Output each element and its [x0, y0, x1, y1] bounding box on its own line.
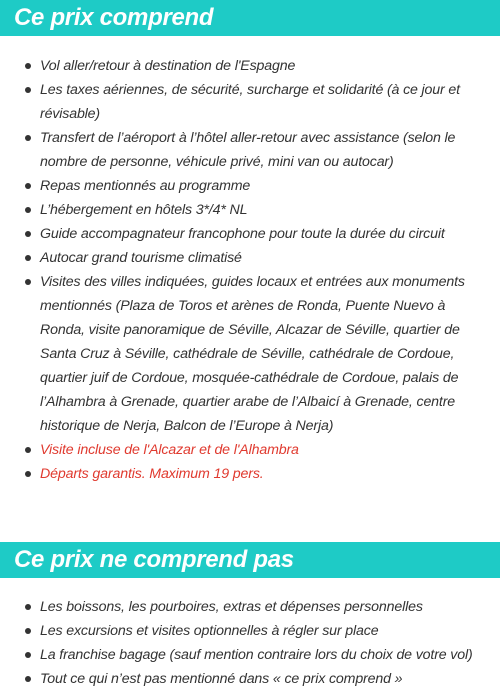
excludes-section: [0, 542, 500, 691]
excludes-title: Ce prix ne comprend pas: [0, 542, 500, 578]
list-item: Repas mentionnés au programme: [0, 174, 500, 198]
list-item: Les boissons, les pourboires, extras et dépenses personnelles: [0, 595, 500, 619]
list-item: La franchise bagage (sauf mention contraire lors du choix de votre vol): [0, 643, 500, 667]
excludes-list: [0, 578, 500, 691]
list-item: Vol aller/retour à destination de l'Espagne: [0, 54, 500, 78]
list-item: Visites des villes indiquées, guides locaux et entrées aux monuments mentionnés (Plaza de Toros et arènes de Ronda, Puente Nuevo à Ronda, visite panoramique de Séville, Alcazar de Séville, quartier de Santa Cruz à Séville, cathédrale de Séville, cathédrale de Cordoue, quartier juif de Cordoue, mosquée-cathédrale de Cordoue, palais de l’Alhambra à Grenade, quartier arabe de l’Albaicí à Grenade, centre historique de Nerja, Balcon de l’Europe à Nerja): [0, 270, 500, 438]
list-item: Les taxes aériennes, de sécurité, surcharge et solidarité (à ce jour et révisable): [0, 78, 500, 126]
list-item: Autocar grand tourisme climatisé: [0, 246, 500, 270]
includes-title: Ce prix comprend: [0, 0, 500, 36]
includes-list: [0, 36, 500, 486]
list-item: Tout ce qui n’est pas mentionné dans « ce prix comprend »: [0, 667, 500, 691]
highlight-item: Départs garantis. Maximum 19 pers.: [0, 462, 500, 486]
list-item: Guide accompagnateur francophone pour toute la durée du circuit: [0, 222, 500, 246]
highlight-item: Visite incluse de l'Alcazar et de l'Alhambra: [0, 438, 500, 462]
list-item: L’hébergement en hôtels 3*/4* NL: [0, 198, 500, 222]
list-item: Les excursions et visites optionnelles à régler sur place: [0, 619, 500, 643]
list-item: Transfert de l’aéroport à l’hôtel aller-retour avec assistance (selon le nombre de personne, véhicule privé, mini van ou autocar): [0, 126, 500, 174]
